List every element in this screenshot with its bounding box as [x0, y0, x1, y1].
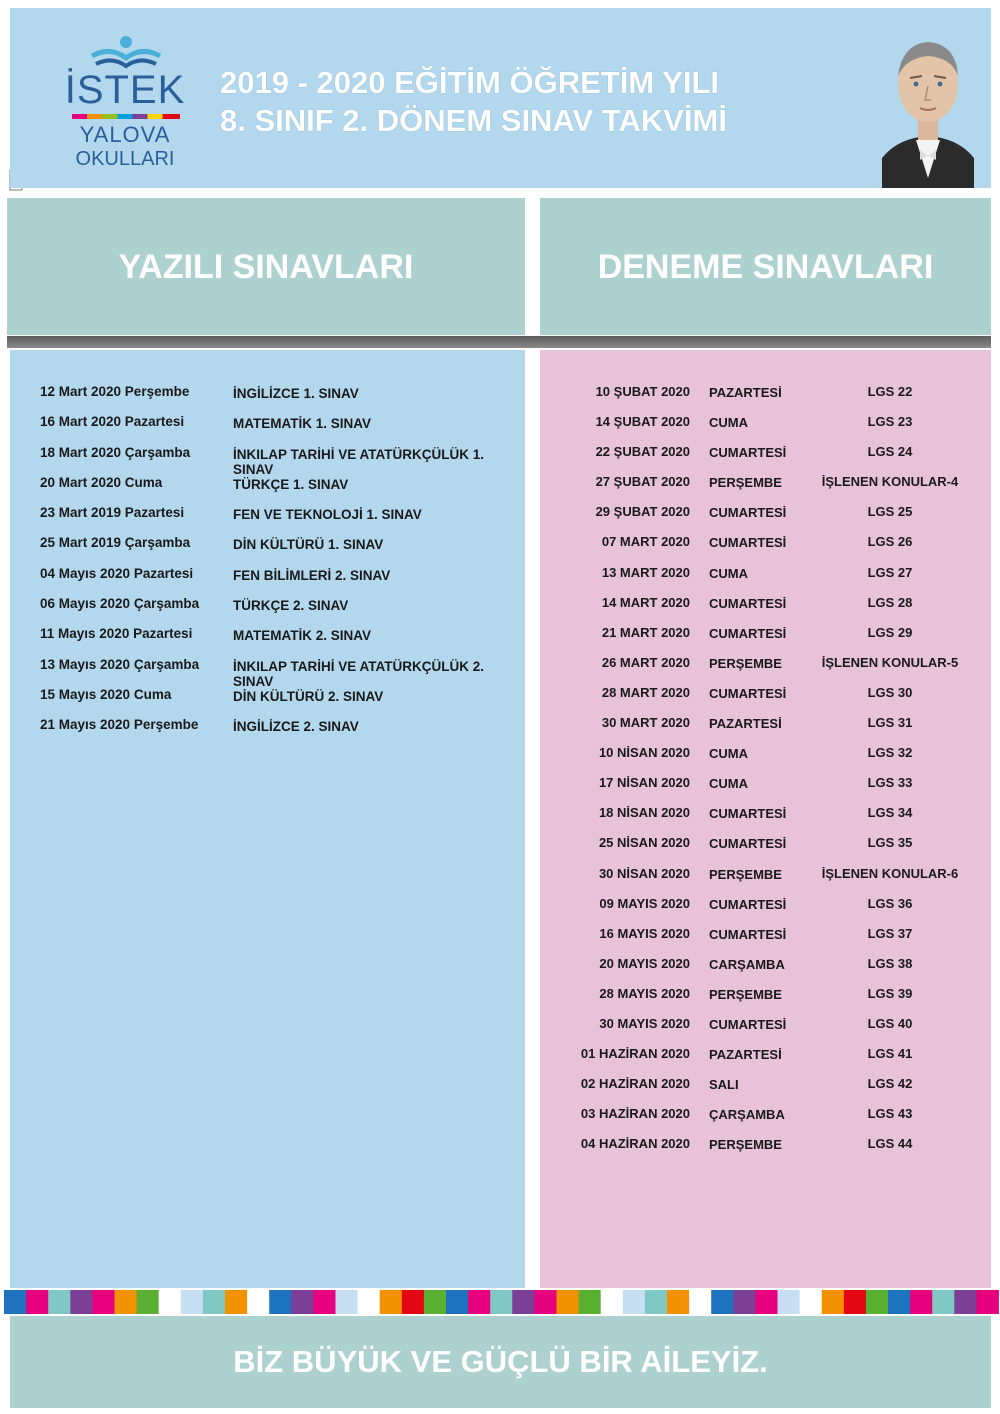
exam-date: 12 Mart 2020 Perşembe: [40, 384, 190, 399]
stripe-block: [92, 1290, 115, 1314]
practice-exam-row: [540, 504, 991, 534]
exam-day: PERŞEMBE: [709, 986, 782, 1002]
exam-name: LGS 44: [867, 1136, 913, 1152]
exam-day: ÇARŞAMBA: [709, 1107, 785, 1123]
exam-name: LGS 32: [867, 745, 913, 761]
practice-exams-title: DENEME SINAVLARI: [597, 248, 934, 286]
exam-date: 13 MART 2020: [601, 564, 690, 580]
written-exam-row: [40, 566, 520, 596]
exam-name: LGS 40: [867, 1015, 913, 1031]
exam-day: CUMARTESİ: [709, 505, 787, 521]
practice-exams-panel: [540, 350, 991, 1288]
exam-date: 20 MAYIS 2020: [599, 955, 690, 971]
exam-name: LGS 35: [867, 835, 913, 851]
exam-day: CUMA: [709, 776, 748, 792]
practice-exam-row: [540, 896, 991, 926]
exam-date: 01 HAZİRAN 2020: [580, 1046, 690, 1062]
exam-day: CUMARTESİ: [709, 926, 787, 942]
exam-day: PERŞEMBE: [709, 655, 782, 671]
exam-name: LGS 28: [867, 594, 913, 610]
practice-exam-row: [540, 685, 991, 715]
exam-day: CUMARTESİ: [709, 625, 787, 641]
written-exam-row: [40, 535, 520, 565]
stripe-block: [159, 1290, 182, 1314]
exam-date: 09 MAYIS 2020: [599, 895, 690, 911]
practice-exam-row: [540, 444, 991, 474]
exam-date: 03 HAZİRAN 2020: [580, 1106, 690, 1122]
stripe-block: [269, 1290, 292, 1314]
exam-day: SALI: [709, 1077, 739, 1093]
exam-date: 14 MART 2020: [601, 594, 690, 610]
exam-day: CUMARTESİ: [709, 896, 787, 912]
logo-line1: YALOVA: [79, 122, 171, 147]
exam-subject: FEN BİLİMLERİ 2. SINAV: [233, 567, 391, 583]
written-exam-row: [40, 687, 520, 717]
logo-brand: İSTEK: [64, 68, 186, 112]
stripe-block: [490, 1290, 513, 1314]
exam-date: 18 Mart 2020 Çarşamba: [40, 444, 191, 460]
exam-name: LGS 29: [867, 624, 913, 640]
practice-exam-row: [540, 1136, 991, 1166]
exam-date: 02 HAZİRAN 2020: [580, 1076, 690, 1092]
exam-day: CUMA: [709, 565, 748, 581]
exam-day: CARŞAMBA: [709, 956, 785, 972]
exam-day: PAZARTESİ: [709, 385, 782, 400]
exam-day: PERŞEMBE: [709, 866, 782, 882]
practice-exam-row: [540, 866, 991, 896]
section-divider: [7, 336, 991, 348]
exam-name: LGS 41: [867, 1046, 913, 1062]
exam-day: PERŞEMBE: [709, 1137, 782, 1153]
exam-date: 28 MART 2020: [601, 684, 690, 700]
written-exams-panel: [10, 350, 525, 1288]
exam-date: 30 NİSAN 2020: [598, 865, 690, 881]
stripe-block: [733, 1290, 756, 1314]
footer-banner: [10, 1316, 991, 1408]
practice-exams-heading: [540, 198, 991, 335]
stripe-block: [4, 1290, 27, 1314]
exam-day: CUMARTESİ: [709, 1016, 787, 1032]
exam-name: İŞLENEN KONULAR-4: [821, 474, 959, 490]
stripe-block: [446, 1290, 469, 1314]
exam-subject: FEN VE TEKNOLOJİ 1. SINAV: [233, 507, 422, 523]
portrait-image: [878, 28, 978, 188]
exam-subject: İNGİLİZCE 1. SINAV: [233, 386, 359, 401]
exam-date: 16 Mart 2020 Pazartesi: [40, 414, 185, 430]
exam-name: LGS 37: [867, 925, 913, 941]
exam-name: İŞLENEN KONULAR-6: [821, 865, 959, 881]
title-line1: 2019 - 2020 EĞİTİM ÖĞRETİM YILI: [220, 65, 720, 100]
exam-date: 07 MART 2020: [601, 534, 690, 550]
written-exam-row: [40, 626, 520, 656]
exam-name: LGS 33: [867, 775, 913, 791]
logo-color-bar: [72, 114, 180, 119]
exam-day: CUMARTESİ: [709, 595, 787, 611]
exam-subject: İNKILAP TARİHİ VE ATATÜRKÇÜLÜK 2. SINAV: [233, 658, 484, 689]
logo-line2: OKULLARI: [75, 148, 175, 170]
practice-exam-row: [540, 835, 991, 865]
written-exam-row: [40, 596, 520, 626]
exam-subject: İNGİLİZCE 2. SINAV: [233, 719, 359, 735]
exam-date: 21 MART 2020: [601, 624, 690, 640]
exam-subject: DİN KÜLTÜRÜ 1. SINAV: [233, 537, 384, 553]
exam-name: LGS 39: [867, 985, 913, 1001]
stripe-block: [800, 1290, 823, 1314]
exam-date: 04 HAZİRAN 2020: [580, 1136, 690, 1152]
stripe-block: [137, 1290, 160, 1314]
exam-name: LGS 30: [867, 684, 913, 700]
stripe-block: [534, 1290, 557, 1314]
exam-name: LGS 25: [867, 504, 913, 520]
exam-day: PERŞEMBE: [709, 475, 782, 491]
stripe-block: [954, 1290, 977, 1314]
exam-date: 06 Mayıs 2020 Çarşamba: [40, 596, 200, 612]
written-exam-row: [40, 414, 520, 444]
written-exams-title: YAZILI SINAVLARI: [118, 248, 414, 286]
written-exams-list: [40, 384, 520, 748]
exam-date: 27 ŞUBAT 2020: [595, 474, 690, 490]
stripe-block: [711, 1290, 734, 1314]
exam-date: 10 NİSAN 2020: [598, 745, 690, 761]
exam-day: CUMARTESİ: [709, 535, 787, 551]
exam-date: 16 MAYIS 2020: [599, 925, 690, 941]
exam-name: LGS 31: [867, 715, 913, 731]
practice-exam-row: [540, 745, 991, 775]
exam-date: 29 ŞUBAT 2020: [595, 504, 690, 520]
exam-day: CUMARTESİ: [709, 685, 787, 701]
exam-date: 10 ŞUBAT 2020: [595, 384, 690, 399]
exam-date: 22 ŞUBAT 2020: [595, 444, 690, 460]
exam-date: 30 MART 2020: [601, 715, 690, 731]
exam-name: LGS 23: [867, 414, 913, 430]
exam-name: LGS 24: [867, 444, 913, 460]
open-book-icon: [86, 34, 166, 70]
written-exams-heading: [7, 198, 525, 335]
exam-date: 30 MAYIS 2020: [599, 1015, 690, 1031]
stripe-block: [115, 1290, 138, 1314]
practice-exam-row: [540, 1106, 991, 1136]
practice-exam-row: [540, 565, 991, 595]
exam-date: 25 NİSAN 2020: [598, 835, 690, 851]
exam-day: CUMARTESİ: [709, 445, 787, 461]
stripe-block: [26, 1290, 48, 1314]
exam-subject: DİN KÜLTÜRÜ 2. SINAV: [233, 688, 384, 704]
practice-exam-row: [540, 414, 991, 444]
practice-exam-row: [540, 625, 991, 655]
practice-exams-list: [540, 384, 991, 1166]
exam-date: 14 ŞUBAT 2020: [595, 414, 690, 430]
exam-name: LGS 27: [867, 564, 913, 580]
exam-subject: TÜRKÇE 1. SINAV: [233, 476, 349, 492]
practice-exam-row: [540, 956, 991, 986]
exam-name: LGS 26: [867, 534, 913, 550]
stripe-block: [844, 1290, 867, 1314]
exam-name: LGS 38: [867, 955, 913, 971]
stripe-block: [48, 1290, 70, 1314]
exam-date: 20 Mart 2020 Cuma: [40, 474, 163, 490]
exam-date: 25 Mart 2019 Çarşamba: [40, 535, 191, 551]
exam-date: 23 Mart 2019 Pazartesi: [40, 505, 185, 521]
stripe-block: [512, 1290, 535, 1314]
stripe-block: [247, 1290, 270, 1314]
stripe-block: [557, 1290, 580, 1314]
exam-name: LGS 42: [867, 1076, 913, 1092]
exam-name: İŞLENEN KONULAR-5: [821, 654, 959, 670]
header-banner: [10, 8, 991, 188]
stripe-block: [336, 1290, 359, 1314]
stripe-block: [932, 1290, 955, 1314]
stripe-block: [70, 1290, 93, 1314]
written-exam-row: [40, 717, 520, 747]
stripe-block: [313, 1290, 336, 1314]
stripe-block: [976, 1290, 999, 1314]
written-exam-row: [40, 445, 520, 475]
practice-exam-row: [540, 655, 991, 685]
exam-date: 21 Mayıs 2020 Perşembe: [40, 717, 199, 733]
stripe-block: [291, 1290, 314, 1314]
exam-day: PAZARTESİ: [709, 716, 782, 732]
school-logo: [60, 30, 190, 175]
stripe-block: [667, 1290, 690, 1314]
practice-exam-row: [540, 534, 991, 564]
written-exam-row: [40, 384, 520, 414]
exam-date: 17 NİSAN 2020: [598, 775, 690, 791]
practice-exam-row: [540, 1076, 991, 1106]
exam-day: CUMA: [709, 746, 748, 762]
practice-exam-row: [540, 1016, 991, 1046]
exam-date: 18 NİSAN 2020: [598, 805, 690, 821]
practice-exam-row: [540, 1046, 991, 1076]
title-line2: 8. SINIF 2. DÖNEM SINAV TAKVİMİ: [220, 103, 727, 138]
exam-subject: MATEMATİK 2. SINAV: [233, 628, 371, 644]
practice-exam-row: [540, 384, 991, 414]
stripe-block: [645, 1290, 668, 1314]
stripe-block: [203, 1290, 226, 1314]
color-stripe-decoration: [4, 1290, 999, 1314]
stripe-block: [579, 1290, 602, 1314]
stripe-block: [822, 1290, 845, 1314]
exam-name: LGS 36: [867, 895, 913, 911]
exam-date: 13 Mayıs 2020 Çarşamba: [40, 656, 200, 672]
exam-subject: İNKILAP TARİHİ VE ATATÜRKÇÜLÜK 1. SINAV: [233, 446, 484, 477]
stripe-block: [402, 1290, 425, 1314]
practice-exam-row: [540, 595, 991, 625]
exam-date: 15 Mayıs 2020 Cuma: [40, 686, 172, 702]
stripe-block: [225, 1290, 248, 1314]
practice-exam-row: [540, 805, 991, 835]
stripe-block: [755, 1290, 778, 1314]
stripe-block: [424, 1290, 447, 1314]
written-exam-row: [40, 475, 520, 505]
practice-exam-row: [540, 986, 991, 1016]
exam-day: PAZARTESİ: [709, 1047, 782, 1063]
stripe-block: [778, 1290, 801, 1314]
stripe-block: [888, 1290, 911, 1314]
practice-exam-row: [540, 474, 991, 504]
stripe-block: [601, 1290, 624, 1314]
exam-date: 11 Mayıs 2020 Pazartesi: [40, 626, 193, 642]
stripe-block: [689, 1290, 712, 1314]
exam-day: CUMARTESİ: [709, 806, 787, 822]
exam-date: 26 MART 2020: [601, 654, 690, 670]
exam-day: CUMARTESİ: [709, 836, 787, 852]
exam-subject: TÜRKÇE 2. SINAV: [233, 598, 349, 614]
stripe-block: [181, 1290, 204, 1314]
written-exam-row: [40, 505, 520, 535]
exam-date: 28 MAYIS 2020: [599, 985, 690, 1001]
practice-exam-row: [540, 775, 991, 805]
written-exam-row: [40, 657, 520, 687]
stripe-block: [866, 1290, 889, 1314]
page-title: [220, 64, 820, 140]
exam-date: 04 Mayıs 2020 Pazartesi: [40, 565, 194, 581]
exam-subject: MATEMATİK 1. SINAV: [233, 416, 371, 432]
stripe-block: [358, 1290, 381, 1314]
exam-day: CUMA: [709, 415, 748, 431]
stripe-block: [380, 1290, 403, 1314]
stripe-block: [623, 1290, 646, 1314]
practice-exam-row: [540, 926, 991, 956]
exam-name: LGS 43: [867, 1106, 913, 1122]
stripe-block: [468, 1290, 491, 1314]
exam-name: LGS 34: [867, 805, 913, 821]
practice-exam-row: [540, 715, 991, 745]
stripe-block: [910, 1290, 933, 1314]
exam-name: LGS 22: [867, 384, 913, 399]
footer-slogan: BİZ BÜYÜK VE GÜÇLÜ BİR AİLEYİZ.: [233, 1344, 768, 1379]
